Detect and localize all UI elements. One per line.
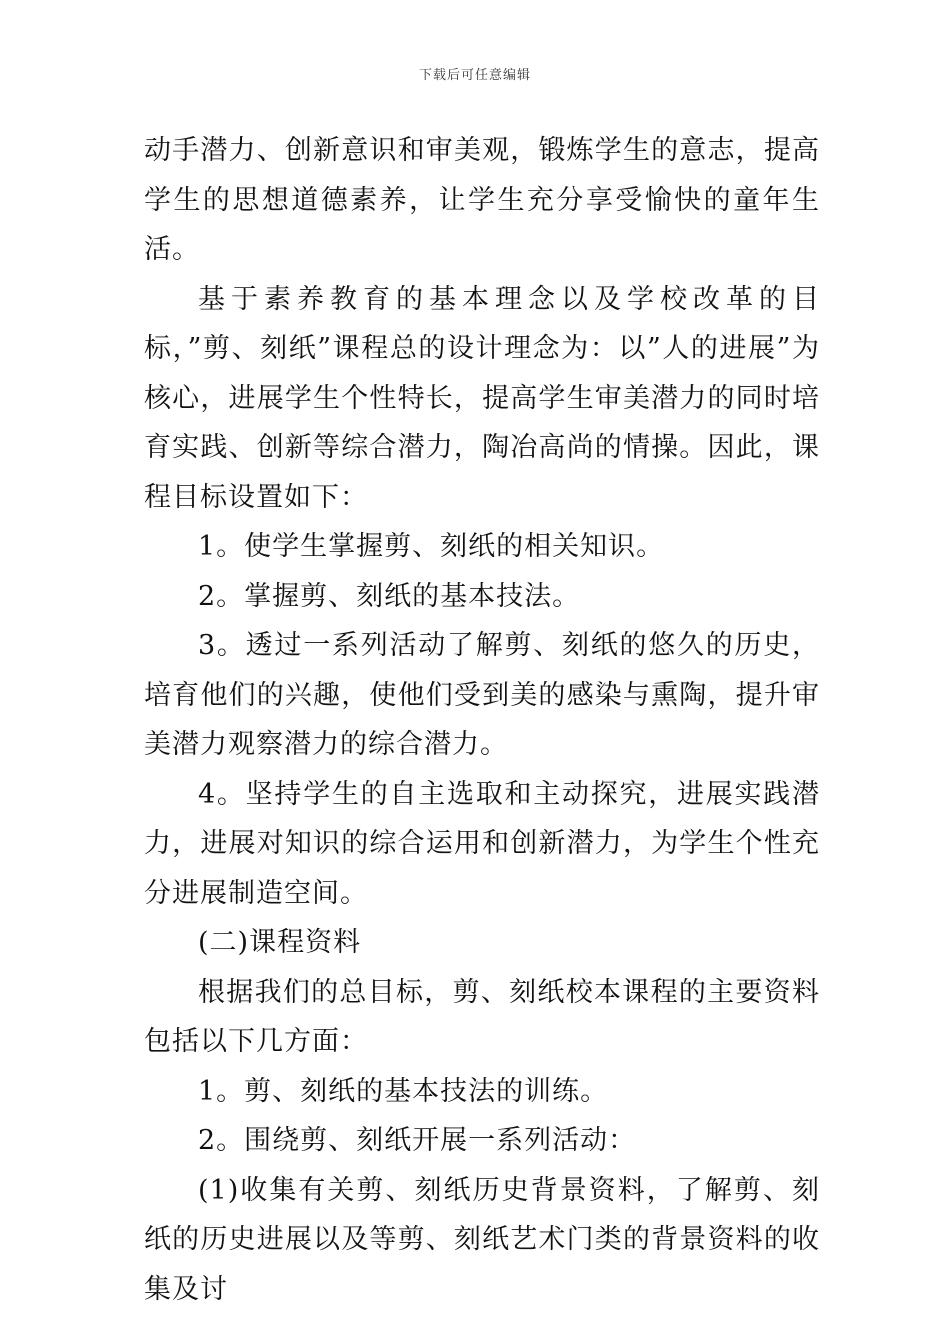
section-heading-course-materials: (二)课程资料 bbox=[198, 927, 362, 958]
material-item-1: 1。剪、刻纸的基本技法的训练。 bbox=[198, 1075, 609, 1107]
material-subitem-1: (1)收集有关剪、刻纸历史背景资料，了解剪、刻纸的历史进展以及等剪、刻纸艺术门类的背景资料的收集及讨 bbox=[144, 1174, 820, 1305]
paragraph-intro: 动手潜力、创新意识和审美观，锻炼学生的意志，提高学生的思想道德素养，让学生充分享受愉快的童年生活。 bbox=[144, 135, 820, 265]
page-header: 下载后可任意编辑 bbox=[418, 68, 531, 83]
document-body bbox=[144, 126, 820, 1314]
paragraph-design-concept: 基于素养教育的基本理念以及学校改革的目标，”剪、刻纸”课程总的设计理念为：以”人的进展”为核心，进展学生个性特长，提高学生审美潜力的同时培育实践、创新等综合潜力，陶冶高尚的情操。因此，课程目标设置如下： bbox=[144, 283, 820, 513]
goal-item-1: 1。使学生掌握剪、刻纸的相关知识。 bbox=[198, 531, 665, 562]
goal-item-3: 3。透过一系列活动了解剪、刻纸的悠久的历史，培育他们的兴趣，使他们受到美的感染与熏陶，提升审美潜力观察潜力的综合潜力。 bbox=[144, 630, 820, 760]
paragraph-materials-intro: 根据我们的总目标，剪、刻纸校本课程的主要资料包括以下几方面： bbox=[144, 976, 820, 1057]
goal-item-2: 2。掌握剪、刻纸的基本技法。 bbox=[198, 580, 581, 612]
goal-item-4: 4。坚持学生的自主选取和主动探究，进展实践潜力，进展对知识的综合运用和创新潜力，为学生个性充分进展制造空间。 bbox=[144, 778, 820, 909]
material-item-2: 2。围绕剪、刻纸开展一系列活动： bbox=[198, 1125, 637, 1156]
